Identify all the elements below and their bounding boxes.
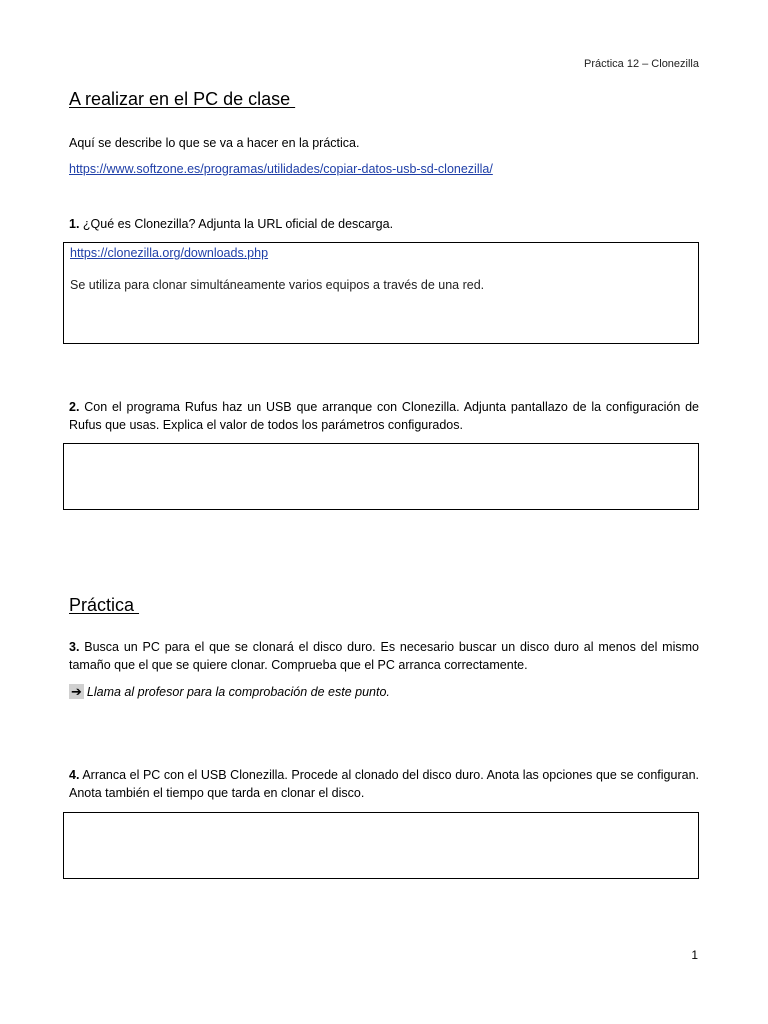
answer-box-4[interactable] (63, 812, 699, 879)
clonezilla-download-link[interactable]: https://clonezilla.org/downloads.php (70, 246, 269, 260)
teacher-note (69, 683, 699, 701)
answer-box-1[interactable] (63, 242, 699, 344)
section-heading-classroom-pc: A realizar en el PC de clase (69, 89, 296, 109)
question-1-number: 1. (69, 217, 80, 231)
question-3-number: 3. (69, 640, 80, 654)
question-3-text: Busca un PC para el que se clonará el disco duro. Es necesario buscar un disco duro al menos del mismo tamaño que el que se quiere clonar. Comprueba que el PC arranca correctamente. (69, 640, 699, 672)
section-heading-practice: Práctica (69, 595, 140, 615)
question-2 (69, 398, 699, 434)
running-header: Práctica 12 – Clonezilla (584, 58, 699, 70)
arrow-right-icon: ➔ (71, 684, 82, 699)
page-number: 1 (691, 948, 698, 962)
question-4 (69, 766, 699, 802)
question-4-number: 4. (69, 768, 80, 782)
question-2-number: 2. (69, 400, 80, 414)
question-3 (69, 638, 699, 674)
intro-text: Aquí se describe lo que se va a hacer en la práctica. (69, 136, 360, 150)
question-4-text: Arranca el PC con el USB Clonezilla. Procede al clonado del disco duro. Anota las opciones que se configuran. Anota también el tiempo que tarda en clonar el disco. (69, 768, 699, 800)
question-1-text: ¿Qué es Clonezilla? Adjunta la URL oficial de descarga. (79, 217, 394, 231)
answer-1-text: Se utiliza para clonar simultáneamente varios equipos a través de una red. (70, 278, 485, 292)
question-2-text: Con el programa Rufus haz un USB que arranque con Clonezilla. Adjunta pantallazo de la configuración de Rufus que usas. Explica el valor de todos los parámetros configurados. (69, 400, 699, 432)
question-1 (69, 215, 699, 233)
answer-box-2[interactable] (63, 443, 699, 510)
teacher-note-text: Llama al profesor para la comprobación de este punto. (86, 685, 390, 699)
softzone-link[interactable]: https://www.softzone.es/programas/utilidades/copiar-datos-usb-sd-clonezilla/ (69, 162, 493, 176)
